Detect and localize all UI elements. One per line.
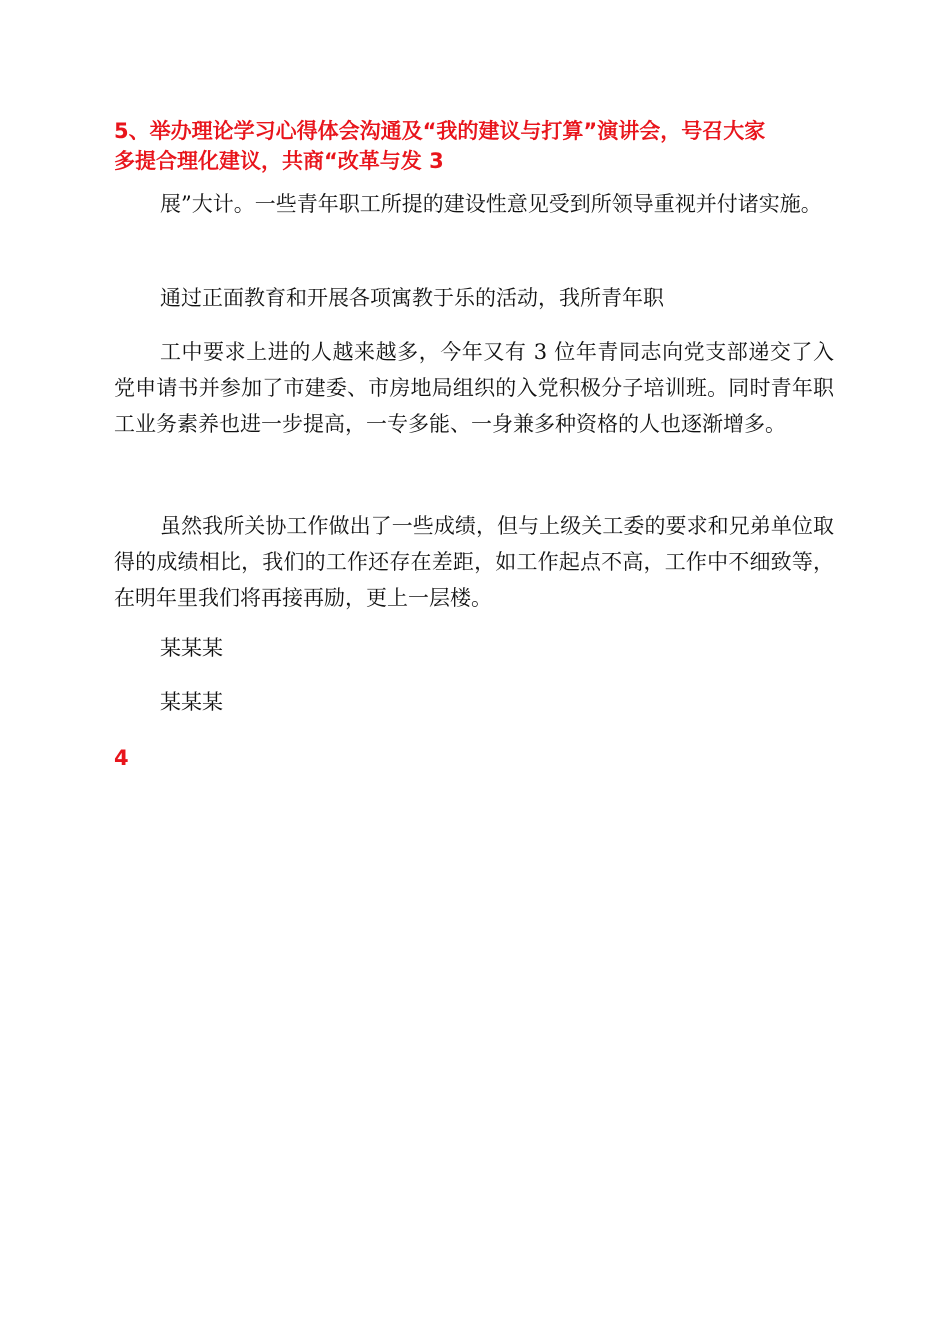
signature-line-1: 某某某 xyxy=(160,636,223,660)
signature-line-2: 某某某 xyxy=(160,690,223,714)
heading-line-1: 5、举办理论学习心得体会沟通及“我的建议与打算”演讲会，号召大家 xyxy=(114,119,766,143)
paragraph-3: 工中要求上进的人越来越多，今年又有 3 位年青同志向党支部递交了入党申请书并参加了市建委、市房地局组织的入党积极分子培训班。同时青年职工业务素养也进一步提高，一专多能、一身兼多种资格的人也逐渐增多。 xyxy=(114,340,834,436)
heading-line-2: 多提合理化建议，共商“改革与发 3 xyxy=(114,149,444,173)
paragraph-1: 展”大计。一些青年职工所提的建设性意见受到所领导重视并付诸实施。 xyxy=(160,192,822,216)
section-heading xyxy=(114,116,834,176)
paragraph-2: 通过正面教育和开展各项寓教于乐的活动，我所青年职 xyxy=(160,286,664,310)
page-number: 4 xyxy=(114,746,129,770)
paragraph-4: 虽然我所关协工作做出了一些成绩，但与上级关工委的要求和兄弟单位取得的成绩相比，我们的工作还存在差距，如工作起点不高，工作中不细致等，在明年里我们将再接再励，更上一层楼。 xyxy=(114,514,834,610)
